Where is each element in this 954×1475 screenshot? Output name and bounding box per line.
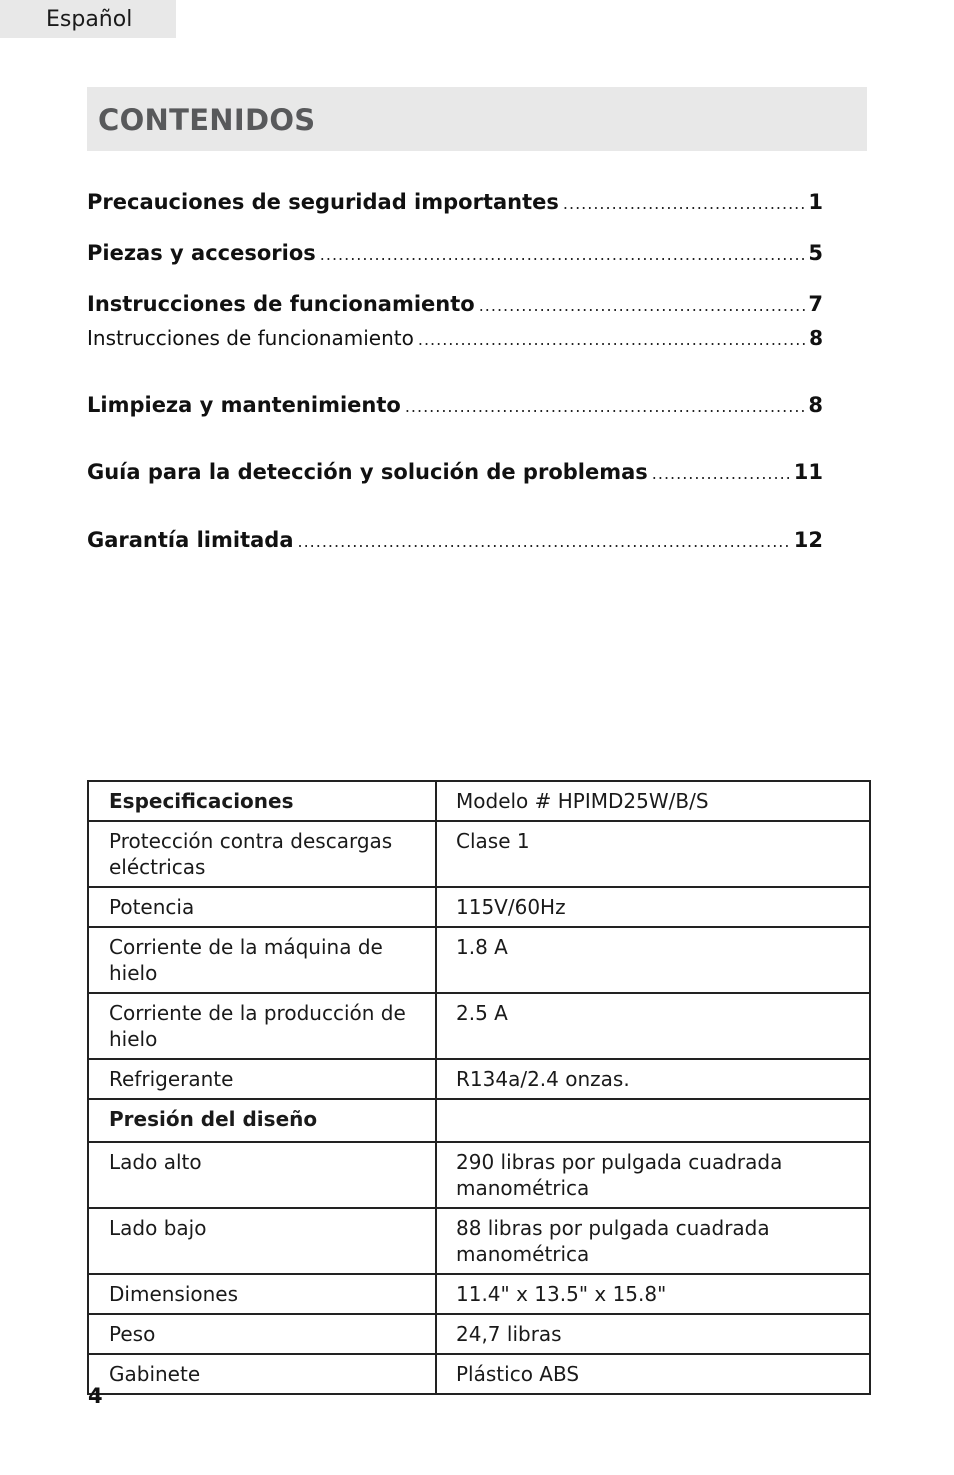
spec-label: Potencia	[88, 887, 436, 927]
spec-value	[436, 1099, 870, 1142]
toc-entry-page: 8	[809, 326, 823, 350]
spec-value: 88 libras por pulgada cuadrada manométrica	[436, 1208, 870, 1274]
spec-value: R134a/2.4 onzas.	[436, 1059, 870, 1099]
toc-entry-label: Precauciones de seguridad importantes	[87, 190, 559, 214]
language-tab	[0, 0, 176, 38]
toc-leader-dots	[405, 397, 806, 416]
toc-entry-label: Piezas y accesorios	[87, 241, 316, 265]
toc-entry	[87, 190, 823, 214]
toc-leader-dots	[418, 330, 806, 349]
spec-row	[88, 1059, 870, 1099]
toc-entry-page: 5	[808, 241, 823, 265]
spec-row	[88, 1208, 870, 1274]
spec-value: 290 libras por pulgada cuadrada manométrica	[436, 1142, 870, 1208]
spec-label: Especificaciones	[88, 781, 436, 821]
toc-entry-label: Garantía limitada	[87, 528, 294, 552]
spec-label: Peso	[88, 1314, 436, 1354]
toc-leader-dots	[652, 464, 791, 483]
toc-entry	[87, 528, 823, 552]
spec-value: Clase 1	[436, 821, 870, 887]
spec-label: Gabinete	[88, 1354, 436, 1394]
spec-value: 2.5 A	[436, 993, 870, 1059]
toc-entry	[87, 292, 823, 316]
spec-row	[88, 927, 870, 993]
spec-value: 11.4" x 13.5" x 15.8"	[436, 1274, 870, 1314]
spec-label: Corriente de la máquina de hielo	[88, 927, 436, 993]
spec-row	[88, 887, 870, 927]
section-title: CONTENIDOS	[98, 103, 316, 137]
spec-value: Plástico ABS	[436, 1354, 870, 1394]
spec-header-row	[88, 781, 870, 821]
toc-subentry	[87, 326, 823, 350]
specifications-table	[87, 780, 871, 1395]
spec-label: Corriente de la producción de hielo	[88, 993, 436, 1059]
spec-row	[88, 1354, 870, 1394]
toc-entry-page: 8	[808, 393, 823, 417]
spec-value: 1.8 A	[436, 927, 870, 993]
spec-value: 115V/60Hz	[436, 887, 870, 927]
toc-entry-page: 7	[808, 292, 823, 316]
toc-leader-dots	[479, 296, 806, 315]
spec-row	[88, 821, 870, 887]
spec-label: Lado alto	[88, 1142, 436, 1208]
toc-entry-label: Guía para la detección y solución de problemas	[87, 460, 648, 484]
toc-entry	[87, 241, 823, 265]
toc-entry-page: 11	[793, 460, 823, 484]
page-number: 4	[88, 1384, 103, 1408]
toc-leader-dots	[563, 194, 805, 213]
toc-entry	[87, 393, 823, 417]
toc-entry-label: Instrucciones de funcionamiento	[87, 292, 475, 316]
spec-label: Protección contra descargas eléctricas	[88, 821, 436, 887]
spec-label: Lado bajo	[88, 1208, 436, 1274]
spec-row	[88, 993, 870, 1059]
spec-label: Refrigerante	[88, 1059, 436, 1099]
spec-value: Modelo # HPIMD25W/B/S	[436, 781, 870, 821]
toc-entry-page: 1	[808, 190, 823, 214]
spec-section-row	[88, 1099, 870, 1142]
section-title-bar	[87, 87, 867, 151]
spec-value: 24,7 libras	[436, 1314, 870, 1354]
toc-leader-dots	[298, 532, 791, 551]
spec-label: Presión del diseño	[88, 1099, 436, 1142]
toc-entry-label: Instrucciones de funcionamiento	[87, 326, 414, 350]
language-label: Español	[46, 7, 133, 32]
toc-leader-dots	[320, 245, 806, 264]
toc-entry	[87, 460, 823, 484]
toc-entry-label: Limpieza y mantenimiento	[87, 393, 401, 417]
spec-label: Dimensiones	[88, 1274, 436, 1314]
spec-row	[88, 1142, 870, 1208]
spec-row	[88, 1274, 870, 1314]
toc-entry-page: 12	[793, 528, 823, 552]
spec-row	[88, 1314, 870, 1354]
